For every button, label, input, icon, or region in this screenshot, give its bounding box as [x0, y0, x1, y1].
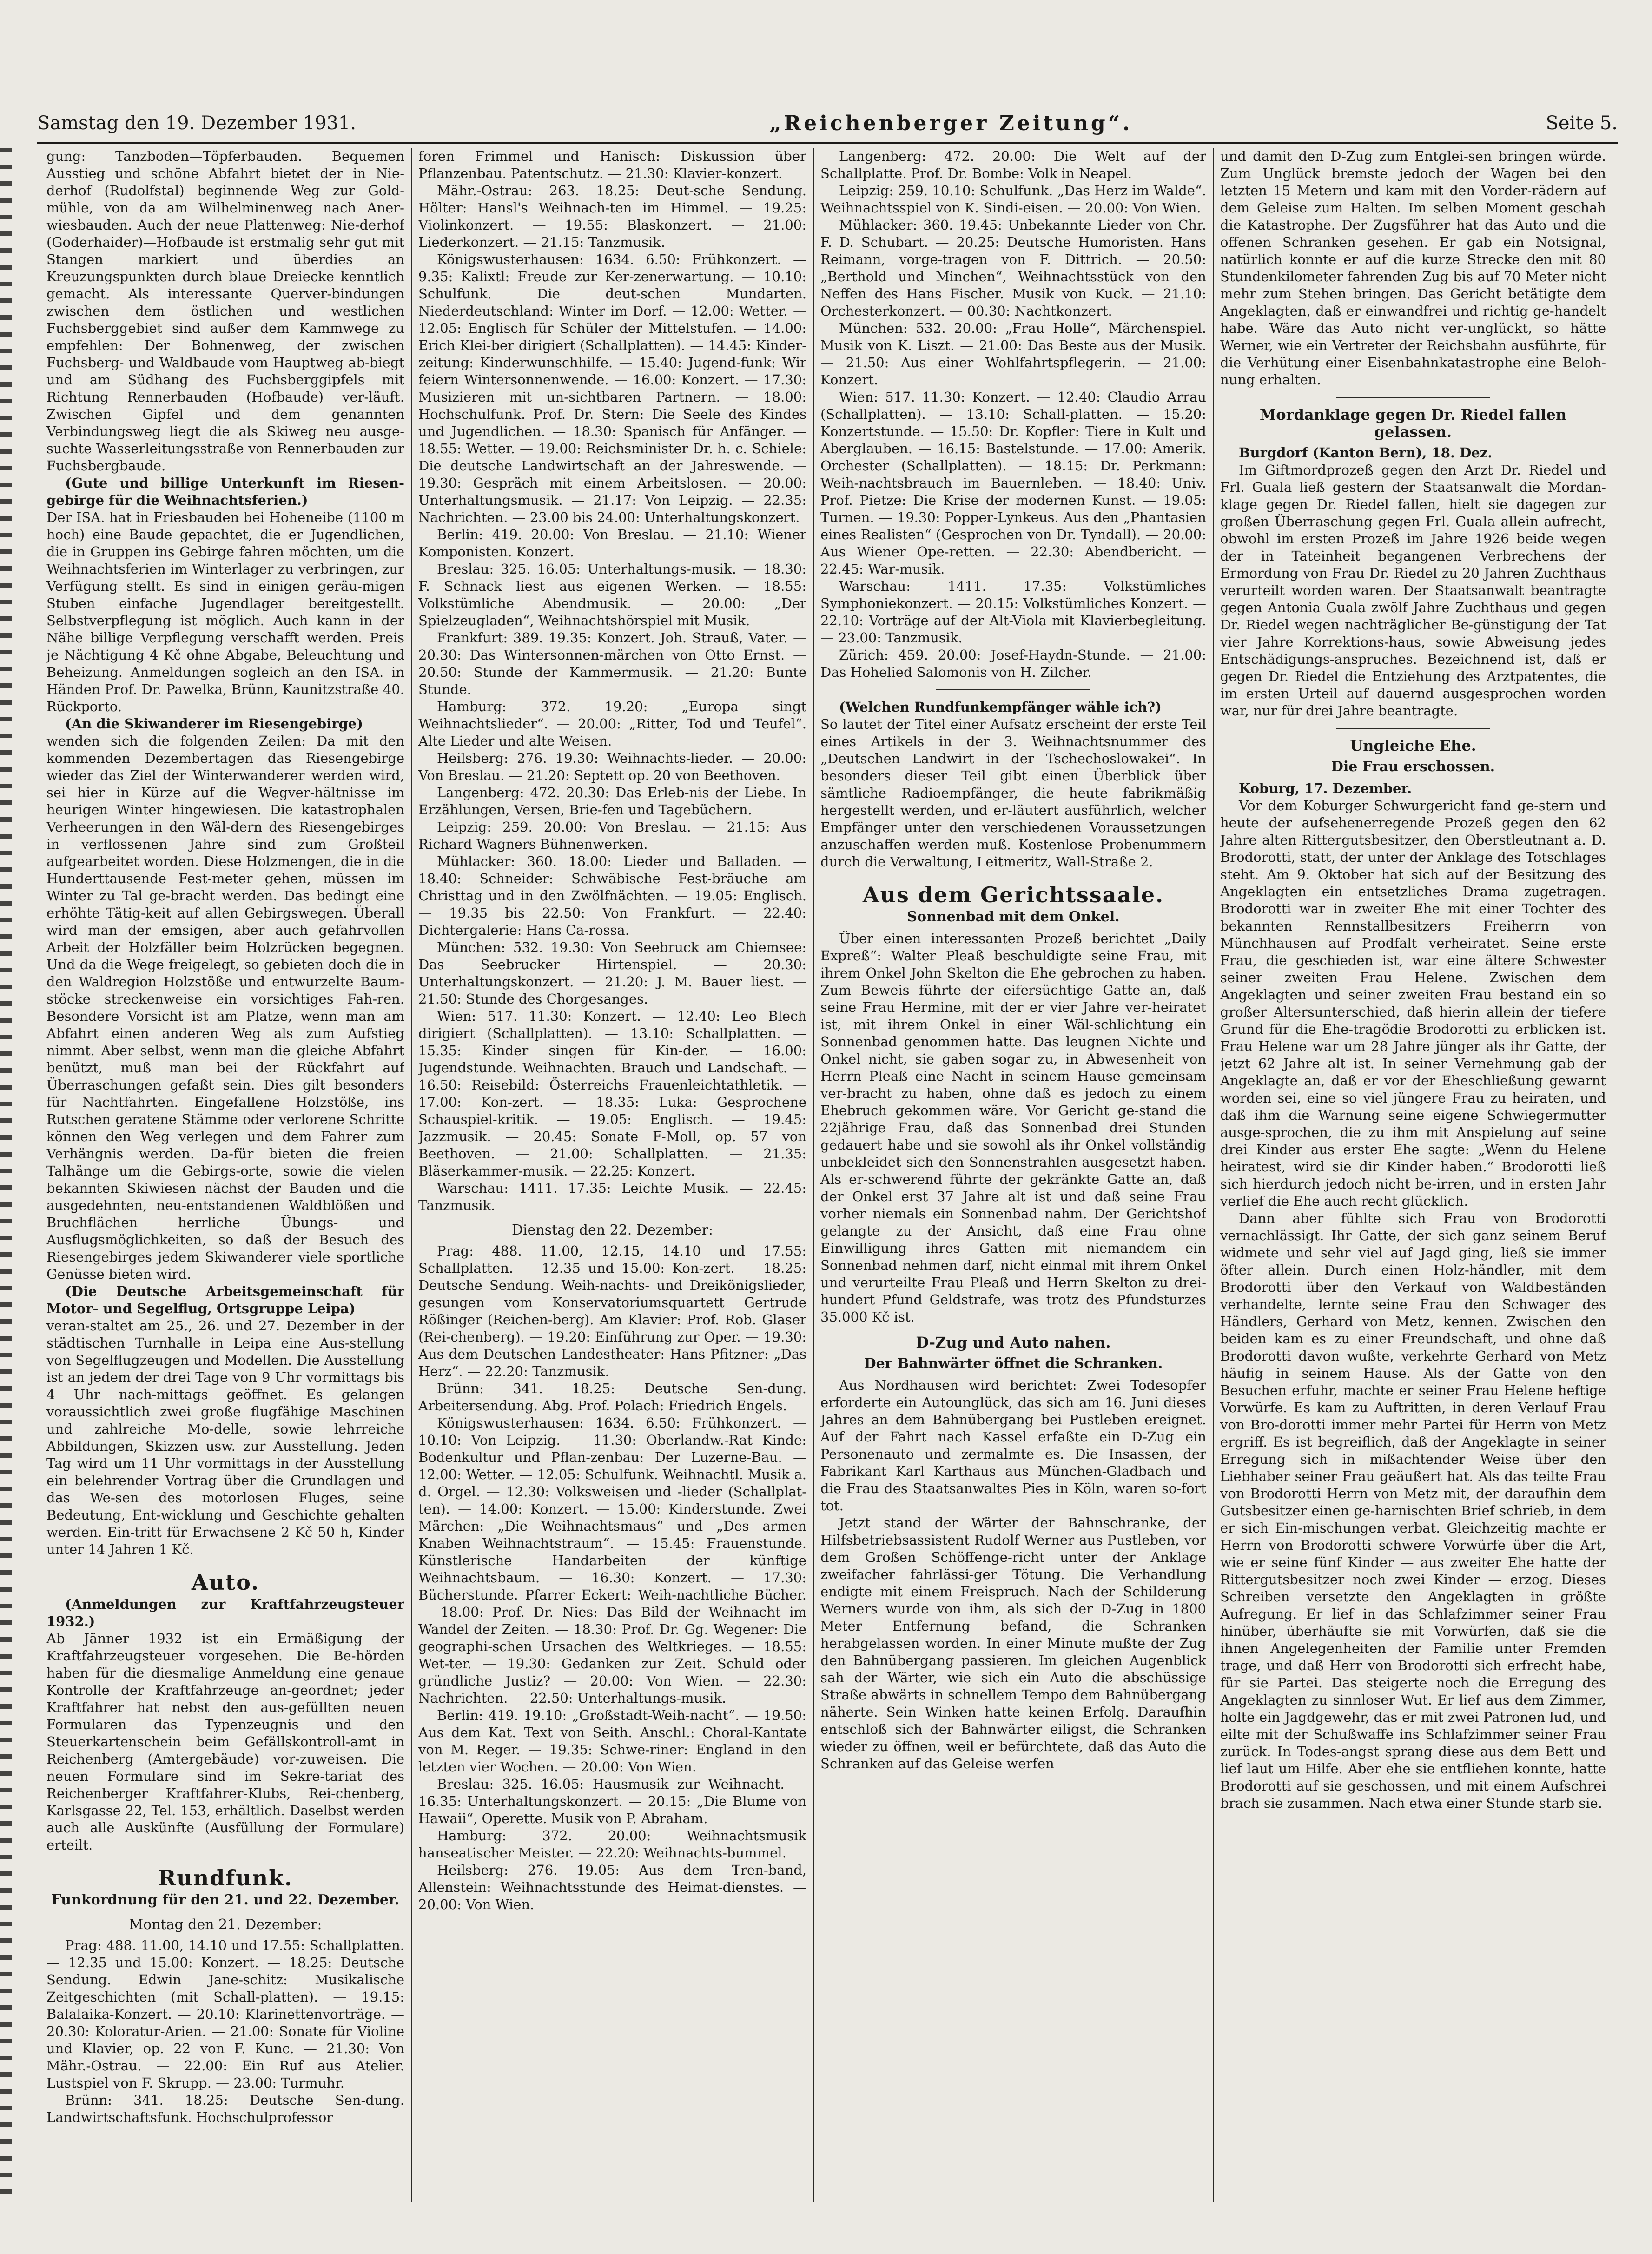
program-entry: Berlin: 419. 19.10: „Großstadt-Weih-nacht“. — 19.50: Aus dem Kat. Text von Seith. Anschl.: Choral-Kantate von M. Reger. — 19.35: Schwe-riner: England in den letzten vier Wochen. — 20.00: Von Wien. [418, 1707, 806, 1775]
program-entry: Mühlacker: 360. 19.45: Unbekannte Lieder von Chr. F. D. Schubart. — 20.25: Deutsche Humoristen. Hans Reimann, vorge-tragen von F. Dittrich. — 20.50: „Berthold und Minchen“, Weihnachtsstück von den Neffen des Hans Fischer. Musik von Kuck. — 21.10: Orchesterkonzert. — 00.30: Nachtkonzert. [820, 217, 1206, 319]
article-headline: Ungleiche Ehe. [1350, 737, 1476, 754]
article-text: und damit den D-Zug zum Entglei-sen bringen würde. Zum Unglück bremste jedoch der Wagen bei den letzten 15 Metern und kam mit den Vorder-rädern auf dem Geleise zum Halten. Im selben Moment geschah die Katastrophe. Der Zugsführer hat das Auto und die offenen Schranken gesehen. Er gab ein Notsignal, natürlich konnte er auf die kurze Strecke den mit 80 Stundenkilometer fahrenden Zug bis auf 70 Meter nicht mehr zum Stehen bringen. Das Gericht betätigte dem Angeklagten, daß er einwandfrei und richtig ge-handelt habe. Wäre das Auto nicht ver-unglückt, so hätte Werner, wie ein Vertreter der Reichsbahn ausführte, für die Verhütung einer Eisenbahnkatastrophe eine Beloh-nung erhalten. [1220, 148, 1606, 388]
section-heading-gerichtssaal: Aus dem Gerichtssaale. [862, 882, 1164, 907]
program-entry: Heilsberg: 276. 19.30: Weihnachts-lieder. — 20.00: Von Breslau. — 21.20: Septett op. 20 von Beethoven. [418, 750, 806, 783]
article-headline: Mordanklage gegen Dr. Riedel fallen gelassen. [1259, 406, 1567, 441]
program-entry: foren Frimmel und Hanisch: Diskussion über Pflanzenbau. Patentschutz. — 21.30: Klavier-konzert. [418, 148, 806, 181]
column-2 [418, 148, 806, 2202]
program-entry: Prag: 488. 11.00, 12.15, 14.10 und 17.55: Schallplatten. — 12.35 und 15.00: Kon-zert. — 18.25: Deutsche Sendung. Weih-nachts- und Dreikönigslieder, gesungen vom Konservatoriumsquartett Gertrude Rößinger (Reichen-berg). Am Klavier: Prof. Rob. Glaser (Rei-chenberg). — 19.20: Einführung zur Oper. — 19.30: Aus dem Deutschen Landestheater: Hans Pfitzner: „Das Herz“. — 22.20: Tanzmusik. [418, 1243, 806, 1379]
article-text: Der ISA. hat in Friesbauden bei Hoheneibe (1100 m hoch) eine Baude gepachtet, die er Jugendlichen, die in Gruppen ins Gebirge fahren möchten, um die Weihnachtsferien im Winterlager zu verbringen, zur Verfügung stellt. Es sind in einigen geräu-migen Stuben einfache Jugendlager bereitgestellt. Selbstverpflegung ist möglich. Auch kann in der Nähe billige Verpflegung verschafft werden. Preis je Nächtigung 4 Kč ohne Abgabe, Beleuchtung und Beheizung. Anmeldungen sogleich an den ISA. in Händen Prof. Dr. Pawelka, Brünn, Kaunitzstraße 40. Rückporto. [46, 509, 404, 714]
column-3 [820, 148, 1206, 2202]
dateline: Koburg, 17. Dezember. [1239, 780, 1412, 796]
program-entry: Warschau: 1411. 17.35: Leichte Musik. — 22.45: Tanzmusik. [418, 1180, 806, 1213]
article-text: Aus Nordhausen wird berichtet: Zwei Todesopfer erforderte ein Autounglück, das sich am 16. Juni dieses Jahres an dem Bahnübergang bei Pustleben ereignet. Auf der Fahrt nach Kassel erfaßte ein D-Zug ein Personenauto und zermalmte es. Die Insassen, der Fabrikant Karl Karthaus aus München-Gladbach und die Frau des Staatsanwaltes Pies in Köln, waren so-fort tot. [820, 1377, 1206, 1514]
article-text: Dann aber fühlte sich Frau von Brodorotti vernachlässigt. Ihr Gatte, der sich ganz seinem Beruf widmete und sehr viel auf Jagd ging, ließ sie immer öfter allein. Durch einen Holz-händler, mit dem Brodorotti über den Verkauf von Waldbeständen verhandelte, lernte seine Frau den Schwager des Händlers, Gerhard von Metz, kennen. Zwischen den beiden kam es zu einer Freundschaft, und ohne daß Brodorotti davon wußte, verkehrte Gerhard von Metz häufig in seinem Hause. Als der Gatte von den Besuchen erfuhr, machte er seiner Frau Helene heftige Vorwürfe. Es kam zu Auftritten, in deren Verlauf Frau von Bro-dorotti immer mehr Partei für Herrn von Metz ergriff. Es ist begreiflich, daß der Angeklagte in seiner Erregung sich in mißachtender Weise über den Liebhaber seiner Frau geäußert hat. Als das teilte Frau von Brodorotti Herrn von Metz mit, der daraufhin dem Gutsbesitzer einen ge-harnischten Brief schrieb, in dem er sich Ein-mischungen verbat. Gleichzeitig machte er Herrn von Brodorotti schwere Vorwürfe über die Art, wie er seine fünf Kinder — aus zweiter Ehe hatte der Rittergutsbesitzer noch zwei Kinder — erzog. Dieses Schreiben versetzte den Angeklagten in größte Aufregung. Er lief in das Schlafzimmer seiner Frau hinüber, überhäufte sie mit Vorwürfen, daß sie die ihnen Angelegenheiten der Familie unter Fremden trage, und daß Herr von Brodorotti sich erfrecht habe, für sie Partei. Das steigerte noch die Erregung des Angeklagten zu sinnloser Wut. Er lief aus dem Zimmer, holte ein Jagdgewehr, das er mit zwei Patronen lud, und eilte mit der Schußwaffe ins Schlafzimmer seiner Frau zurück. In Todes-angst sprang diese aus dem Bett und lief laut um Hilfe. Aber ehe sie entfliehen konnte, hatte Brodorotti auf sie geschossen, und mit einem Aufschrei brach sie zusammen. Nach etwa einer Stunde starb sie. [1220, 1210, 1606, 1811]
article-text: Vor dem Koburger Schwurgericht fand ge-stern und heute der aufsehenerregende Prozeß gegen den 62 Jahre alten Rittergutsbesitzer, den Oberstleutnant a. D. Brodorotti, statt, der unter der Anklage des Totschlages steht. Am 9. Oktober hat sich auf der Besitzung des Angeklagten ein entsetzliches Drama zugetragen. Brodorotti war in zweiter Ehe mit einer Tochter des bekannten Rennstallbesitzers Freiherrn von Münchhausen auf Prodfalt verheiratet. Seine erste Frau, die geschieden ist, war eine ältere Schwester seiner zweiten Frau Helene. Zwischen dem Angeklagten und seiner zweiten Frau bestand ein so großer Altersunterschied, daß hierin allein der tiefere Grund für die Ehe-tragödie Brodorotti zu erblicken ist. Frau Helene war um 28 Jahre jünger als ihr Gatte, der jetzt 62 Jahre alt ist. In seiner Vernehmung gab der Angeklagte an, daß er vor der Eheschließung gewarnt worden sei, eine so viel jüngere Frau zu heiraten, und daß ihm die Warnung seine eigene Schwiegermutter ausge-sprochen, die zu ihm mit Anspielung auf seine drei Kinder aus erster Ehe sagte: „Wenn du Helene heiratest, wird sie dir Kinder haben.“ Brodorotti ließ sich hierdurch jedoch nicht be-irren, und in ersten Jahr verlief die Ehe auch recht glücklich. [1220, 798, 1606, 1209]
program-entry: Langenberg: 472. 20.30: Das Erleb-nis der Liebe. In Erzählungen, Versen, Brie-fen und Tagebüchern. [418, 785, 806, 818]
program-entry: Leipzig: 259. 10.10: Schulfunk. „Das Herz im Walde“. Weihnachtsspiel von K. Sindi-eisen. — 20.00: Von Wien. [820, 183, 1206, 216]
program-day: Dienstag den 22. Dezember: [511, 1222, 714, 1238]
page-number: Seite 5. [1546, 112, 1618, 134]
page-header [37, 107, 1618, 139]
newspaper-title: „Reichenberger Zeitung“. [769, 111, 1133, 135]
program-entry: Frankfurt: 389. 19.35: Konzert. Joh. Strauß, Vater. — 20.30: Das Wintersonnen-märchen von Otto Ernst. — 20.50: Stunde der Kammermusik. — 21.20: Bunte Stunde. [418, 630, 806, 697]
section-subheading: Funkordnung für den 21. und 22. Dezember. [51, 1892, 400, 1908]
section-heading-auto: Auto. [191, 1570, 260, 1595]
article-heading: (Gute und billige Unterkunft im Riesen-gebirge für die Weihnachtsferien.) [46, 475, 404, 508]
article-text: gung: Tanzboden—Töpferbauden. Bequemen Ausstieg und schöne Abfahrt bietet der in Nie-derhof (Rudolfstal) beginnende Weg zur Gold-mühle, von da am Wilhelminenweg nach Aner-wiesbauden. Auch der neue Plattenweg: Nie-derhof (Goderhaider)—Hofbaude ist erstmalig sehr gut mit Stangen markiert und überdies an Kreuzungspunkten durch blaue Dreiecke kenntlich gemacht. Als interessante Querver-bindungen zwischen dem östlichen und westlichen Fuchsberggebiet sind außer dem Kammwege zu empfehlen: Der Bohnenweg, der zwischen Fuchsberg- und Waldbaude vom Hauptweg ab-biegt und am Südhang des Fuchsberggipfels mit Richtung Rennerbauden (Hofbaude) ver-läuft. Zwischen Gipfel und dem genannten Verbindungsweg liegt die als Skiweg neu ausge-suchte Wasserleitungsstraße von Rennerbauden zur Fuchsbergbaude. [46, 148, 404, 474]
article-text: Ab Jänner 1932 ist ein Ermäßigung der Kraftfahrzeugsteuer vorgesehen. Die Be-hörden haben für die diesmalige Anmeldung eine genaue Kontrolle der Kraftfahrzeuge an-geordnet; jeder Kraftfahrer hat nebst den aus-gefüllten neuen Formularen das Typenzeugnis und den Steuerkartenschein beim Gefällskontroll-amt in Reichenberg (Amtergebäude) vor-zuweisen. Die neuen Formulare sind im Sekre-tariat des Reichenberger Kraftfahrer-Klubs, Rei-chenberg, Karlsgasse 22, Tel. 153, erhältlich. Daselbst werden auch alle Auskünfte (Ausfüllung der Formulare) erteilt. [46, 1631, 404, 1853]
program-entry: Mühlacker: 360. 18.00: Lieder und Balladen. — 18.40: Schneider: Schwäbische Fest-bräuche am Christtag und in den Zwölfnächten. — 19.05: Englisch. — 19.35 bis 22.50: Von Frankfurt. — 22.40: Dichtergalerie: Hans Ca-rossa. [418, 853, 806, 938]
program-entry: Zürich: 459. 20.00: Josef-Haydn-Stunde. — 21.00: Das Hohelied Salomonis von H. Zilcher. [820, 647, 1206, 680]
column-rule [813, 148, 814, 2202]
column-4 [1220, 148, 1606, 2202]
program-entry: Leipzig: 259. 20.00: Von Breslau. — 21.15: Aus Richard Wagners Bühnenwerken. [418, 819, 806, 852]
program-entry: Breslau: 325. 16.05: Hausmusik zur Weihnacht. — 16.35: Unterhaltungskonzert. — 20.15: „Die Blume von Hawaii“, Operette. Musik von P. Abraham. [418, 1776, 806, 1826]
article-text: Jetzt stand der Wärter der Bahnschranke, der Hilfsbetriebsassistent Rudolf Werner aus Pustleben, vor dem Großen Schöffenge-richt unter der Anklage zweifacher fahrlässi-ger Tötung. Die Verhandlung endigte mit einem Freispruch. Nach der Schilderung Werners wurde von ihm, als sich der D-Zug in 1800 Meter Entfernung befand, die Schranken herabgelassen worden. In einer Minute mußte der Zug den Bahnübergang passieren. Im gleichen Augenblick sah der Wärter, wie sich ein Auto die abschüssige Straße abwärts in schnellem Tempo dem Bahnübergang näherte. Sein Winken hatte keinen Erfolg. Daraufhin entschloß sich der Bahnwärter eiligst, die Schranken wieder zu öffnen, weil er befürchtete, daß das Auto die Schranken auf das Geleise werfen [820, 1515, 1206, 1771]
program-day: Montag den 21. Dezember: [129, 1917, 322, 1933]
separator [936, 689, 1090, 690]
program-entry: Königswusterhausen: 1634. 6.50: Frühkonzert. — 9.35: Kalixtl: Freude zur Ker-zenerwartung. — 10.10: Schulfunk. Die deut-schen Mundarten. Niederdeutschland: Winter im Dorf. — 12.00: Wetter. — 12.05: Englisch für Schüler der Mittelstufen. — 14.00: Erich Klei-ber dirigiert (Schallplatten). — 14.45: Kinder-zeitung: Kinderwunschhilfe. — 15.40: Jugend-funk: Wir feiern Wintersonnenwende. — 16.00: Konzert. — 17.30: Musizieren mit un-sichtbaren Partnern. — 18.00: Hochschulfunk. Prof. Dr. Stern: Die Seele des Kindes und Jugendlichen. — 18.30: Spanisch für Anfänger. — 18.55: Wetter. — 19.00: Reichsminister Dr. h. c. Schiele: Die deutsche Landwirtschaft an der Jahreswende. — 19.30: Gespräch mit einem Arbeitslosen. — 20.00: Unterhaltungsmusik. — 21.17: Von Leipzig. — 22.35: Nachrichten. — 23.00 bis 24.00: Unterhaltungskonzert. [418, 251, 806, 525]
article-heading: (Die Deutsche Arbeitsgemeinschaft für Motor- und Segelflug, Ortsgruppe Leipa) [46, 1283, 404, 1316]
program-entry: Hamburg: 372. 19.20: „Europa singt Weihnachtslieder“. — 20.00: „Ritter, Tod und Teufel“. Alte Lieder und alte Weisen. [418, 699, 806, 749]
column-rule [411, 148, 412, 2202]
article-heading: (An die Skiwanderer im Riesengebirge) [65, 716, 363, 732]
program-entry: Mähr.-Ostrau: 263. 18.25: Deut-sche Sendung. Hölter: Hansl's Weihnach-ten im Himmel. — 19.25: Violinkonzert. — 19.55: Blaskonzert. — 21.00: Liederkonzert. — 21.15: Tanzmusik. [418, 183, 806, 250]
article-text: wenden sich die folgenden Zeilen: Da mit den kommenden Dezembertagen das Riesengebirge wieder das Ziel der Winterwanderer werden wird, sei hier in Kürze auf die Wegver-hältnisse im heurigen Winter hingewiesen. Die katastrophalen Verheerungen in den Wäl-dern des Riesengebirges in verflossenen Jahre sind zum Großteil aufgearbeitet worden. Diese Holzmengen, die in die Hunderttausende Fest-meter gehen, müssen im Winter zu Tal ge-bracht werden. Das bedingt eine erhöhte Tätig-keit auf allen Gebirgswegen. Überall wird man der emsigen, aber auch gefahrvollen Arbeit der Holzfäller beim Holzrücken begegnen. Und da die Wege freigelegt, so gebieten doch die in den Waldregion Holzstöße und entwurzelte Baum-stöcke streckenweise ein vorsichtiges Fah-ren. Besondere Vorsicht ist am Platze, wenn man am Abfahrt einen anderen Weg als zum Aufstieg nimmt. Aber selbst, wenn man die gleiche Abfahrt benützt, muß man bei der Rückfahrt auf Überraschungen gefaßt sein. Dies gilt besonders für Nachtfahrten. Eingefallene Holzstöße, ins Rutschen geratene Stämme oder verlorene Schritte können den Weg verlegen und dem Fahrer zum Verhängnis werden. Da-für bieten die freien Talhänge um die Gebirgs-orte, sowie die vielen bekannten Skiwiesen nächst der Bauden und die ausgedehnten, neu-entstandenen Waldblößen und Bruchflächen herrliche Übungs- und Ausflugsmöglichkeiten, so daß der Besuch des Riesengebirges jedem Skiwanderer viele sportliche Genüsse bieten wird. [46, 733, 404, 1282]
program-entry: Hamburg: 372. 20.00: Weihnachtsmusik hanseatischer Meister. — 22.20: Weihnachts-bummel. [418, 1828, 806, 1861]
article-text: So lautet der Titel einer Aufsatz erscheint der erste Teil eines Artikels in der 3. Weihnachtsnummer des „Deutschen Landwirt in der Tschechoslowakei“. In besonders dieser Teil gibt einen Überblick über sämtliche Radioempfänger, die heute fabrikmäßig hergestellt werden, und er-läutert ausführlich, welcher Empfänger unter den verschiedenen Voraussetzungen anzuschaffen werden muß. Kostenlose Probenummern durch die Verwaltung, Leitmeritz, Wall-Straße 2. [820, 716, 1206, 870]
dateline: Burgdorf (Kanton Bern), 18. Dez. [1239, 445, 1493, 461]
article-text: Im Giftmordprozeß gegen den Arzt Dr. Riedel und Frl. Guala ließ gestern der Staatsanwalt die Mordan-klage gegen Dr. Riedel fallen, hielt sie dagegen zur großen Überraschung gegen Frl. Guala allein aufrecht, obwohl im ersten Prozeß im Jahre 1926 beide wegen der in Tateinheit begangenen Verbrechens der Ermordung von Frau Dr. Riedel zu 20 Jahren Zuchthaus verurteilt worden waren. Der Staatsanwalt beantragte gegen Antonia Guala zwölf Jahre Zuchthaus und gegen Dr. Riedel wegen nachträglicher Be-günstigung der Tat vier Jahre Korrektions-haus, sowie Abweisung jedes Entschädigungs-anspruches. Bezeichnend ist, daß er gegen Dr. Riedel die Entziehung des Arztpatentes, die im ersten Urteil auf dauernd ausgesprochen worden war, nur für drei Jahre beantragte. [1220, 462, 1606, 719]
program-entry: Prag: 488. 11.00, 14.10 und 17.55: Schallplatten. — 12.35 und 15.00: Konzert. — 18.25: Deutsche Sendung. Edwin Jane-schitz: Musikalische Zeitgeschichten (mit Schall-platten). — 19.15: Balalaika-Konzert. — 20.10: Klarinettenvorträge. — 20.30: Koloratur-Arien. — 21.00: Sonate für Violine und Klavier, op. 22 von F. Kunc. — 21.30: Von Mähr.-Ostrau. — 22.00: Ein Ruf aus Atelier. Lustspiel von F. Skrupp. — 23.00: Turmuhr. [46, 1937, 404, 2091]
scan-edge [0, 148, 12, 2202]
separator [1336, 728, 1490, 729]
program-entry: Königswusterhausen: 1634. 6.50: Frühkonzert. — 10.10: Von Leipzig. — 11.30: Oberlandw.-Rat Kinde: Bodenkultur und Pflan-zenbau: Der Luzerne-Bau. — 12.00: Wetter. — 12.05: Schulfunk. Weihnachtl. Musik a. d. Orgel. — 12.30: Volksweisen und -lieder (Schallplat-ten). — 14.00: Konzert. — 15.00: Kinderstunde. Zwei Märchen: „Die Weihnachtsmaus“ und „Des armen Knaben Weihnachtstraum“. — 15.45: Frauenstunde. Künstlerische Handarbeiten der künftige Weihnachtsbaum. — 16.30: Konzert. — 17.30: Bücherstunde. Pfarrer Eckert: Weih-nachtliche Bücher. — 18.00: Prof. Dr. Nies: Das Bild der Weihnacht im Wandel der Zeiten. — 18.30: Prof. Dr. Gg. Wegener: Die geographi-schen Ursachen des Weltkrieges. — 18.55: Wet-ter. — 19.30: Gedanken zur Zeit. Schuld oder gründliche Justiz? — 20.00: Von Wien. — 22.30: Nachrichten. — 22.50: Unterhaltungs-musik. [418, 1415, 806, 1706]
section-subheading: Sonnenbad mit dem Onkel. [907, 909, 1120, 925]
article-headline: D-Zug und Auto nahen. [916, 1334, 1111, 1351]
program-entry: Brünn: 341. 18.25: Deutsche Sen-dung. Landwirtschaftsfunk. Hochschulprofessor [46, 2092, 404, 2125]
article-heading: (Anmeldungen zur Kraftfahrzeugsteuer 1932.) [46, 1596, 404, 1629]
article-text: Über einen interessanten Prozeß berichtet „Daily Expreß“: Walter Pleaß beschuldigte seine Frau, mit ihrem Onkel John Skelton die Ehe gebrochen zu haben. Zum Beweis führte der eifersüchtige Gatte an, daß seine Frau Hermine, mit der er vier Jahre ver-heiratet ist, mit ihrem Onkel in einer Wäl-schlichtung ein Sonnenbad genommen hatte. Das leugnen Nichte und Onkel nicht, sie gaben sogar zu, in Abwesenheit von Herrn Pleaß eine Nacht in seinem Hause gemeinsam ver-bracht zu haben, ohne daß es jedoch zu einem Ehebruch gekommen wäre. Vor Gericht ge-stand die 22jährige Frau, daß das Sonnenbad drei Stunden gedauert habe und sie sowohl als ihr Onkel vollständig unbekleidet sich den Sonnenstrahlen ausgesetzt haben. Als er-schwerend führte der gekränkte Gatte an, daß der Onkel erst 37 Jahre alt ist und daß seine Frau vorher niemals ein Sonnenbad nahm. Der Gerichtshof gelangte zu der Ansicht, daß eine Frau ohne Einwilligung ihres Gatten mit niemandem ein Sonnenbad nehmen darf, nicht einmal mit ihrem Onkel und verurteilte Frau Pleaß und Herrn Skelton zu drei-hundert Pfund Geldstrafe, was trotz des Pfundsturzes 35.000 Kč ist. [820, 931, 1206, 1325]
program-entry: München: 532. 20.00: „Frau Holle“, Märchenspiel. Musik von K. Liszt. — 21.00: Das Beste aus der Musik. — 21.50: Aus einer Wohlfahrtspflegerin. — 21.00: Konzert. [820, 320, 1206, 388]
program-entry: Breslau: 325. 16.05: Unterhaltungs-musik. — 18.30: F. Schnack liest aus eigenen Werken. — 18.55: Volkstümliche Abendmusik. — 20.00: „Der Spielzeugladen“, Weihnachtshörspiel mit Musik. [418, 561, 806, 628]
program-entry: Warschau: 1411. 17.35: Volkstümliches Symphoniekonzert. — 20.15: Volkstümliches Konzert. — 22.10: Vorträge auf der Alt-Viola mit Klavierbegleitung. — 23.00: Tanzmusik. [820, 578, 1206, 646]
program-entry: Wien: 517. 11.30: Konzert. — 12.40: Claudio Arrau (Schallplatten). — 13.10: Schall-platten. — 15.20: Konzertstunde. — 15.50: Dr. Kopfler: Tiere in Kult und Aberglauben. — 16.15: Bastelstunde. — 17.00: Amerik. Orchester (Schallplatten). — 18.15: Dr. Perkmann: Weih-nachtsbrauch im Bauernleben. — 18.40: Univ. Prof. Pietze: Die Krise der modernen Kunst. — 19.05: Turnen. — 19.30: Popper-Lynkeus. Aus den „Phantasien eines Realisten“ (Gesprochen von Dr. Tyndall). — 20.00: Aus Wiener Ope-retten. — 22.30: Abendbericht. — 22.45: War-musik. [820, 389, 1206, 577]
section-heading-rundfunk: Rundfunk. [158, 1865, 293, 1890]
header-rule [37, 142, 1618, 144]
issue-date: Samstag den 19. Dezember 1931. [37, 112, 357, 134]
program-entry: Brünn: 341. 18.25: Deutsche Sen-dung. Arbeitersendung. Abg. Prof. Polach: Friedrich Engels. [418, 1381, 806, 1414]
program-entry: Langenberg: 472. 20.00: Die Welt auf der Schallplatte. Prof. Dr. Bombe: Volk in Neapel. [820, 148, 1206, 181]
column-rule [1213, 148, 1214, 2202]
separator [1336, 397, 1490, 398]
article-subheadline: Der Bahnwärter öffnet die Schranken. [864, 1355, 1163, 1372]
program-entry: Heilsberg: 276. 19.05: Aus dem Tren-band, Allenstein: Weihnachtsstunde des Heimat-dienstes. — 20.00: Von Wien. [418, 1862, 806, 1912]
program-entry: Berlin: 419. 20.00: Von Breslau. — 21.10: Wiener Komponisten. Konzert. [418, 527, 806, 560]
program-entry: Wien: 517. 11.30: Konzert. — 12.40: Leo Blech dirigiert (Schallplatten). — 13.10: Schallplatten. — 15.35: Kinder singen für Kin-der. — 16.00: Jugendstunde. Weihnachten. Brauch und Landschaft. — 16.50: Reisebild: Österreichs Frauenleichtathletik. — 17.00: Kon-zert. — 18.35: Luka: Gesprochene Schauspiel-kritik. — 19.05: Englisch. — 19.45: Jazzmusik. — 20.45: Sonate F-Moll, op. 57 von Beethoven. — 21.00: Schallplatten. — 21.35: Bläserkammer-musik. — 22.25: Konzert. [418, 1008, 806, 1179]
column-1 [46, 148, 404, 2202]
program-entry: München: 532. 19.30: Von Seebruck am Chiemsee: Das Seebrucker Hirtenspiel. — 20.30: Unterhaltungskonzert. — 21.20: J. M. Bauer liest. — 21.50: Stunde des Chorgesanges. [418, 939, 806, 1007]
article-text: veran-staltet am 25., 26. und 27. Dezember in der städtischen Turnhalle in Leipa eine Aus-stellung von Segelflugzeugen und Modellen. Die Ausstellung ist an jedem der drei Tage von 9 Uhr vormittags bis 4 Uhr nach-mittags geöffnet. Es gelangen voraussichtlich zwei große flugfähige Maschinen und zahlreiche Mo-delle, sowie lehrreiche Abbildungen, Skizzen usw. zur Ausstellung. Jeden Tag wird um 11 Uhr vormittags in der Ausstellung ein belehrender Vortrag über die Grundlagen und das We-sen des motorlosen Fluges, seine Bedeutung, Ent-wicklung und Geschichte gehalten werden. Ein-tritt für Erwachsene 2 Kč 50 h, Kinder unter 14 Jahren 1 Kč. [46, 1318, 404, 1557]
article-heading: (Welchen Rundfunkempfänger wähle ich?) [839, 699, 1162, 715]
article-subheadline: Die Frau erschossen. [1331, 759, 1495, 775]
